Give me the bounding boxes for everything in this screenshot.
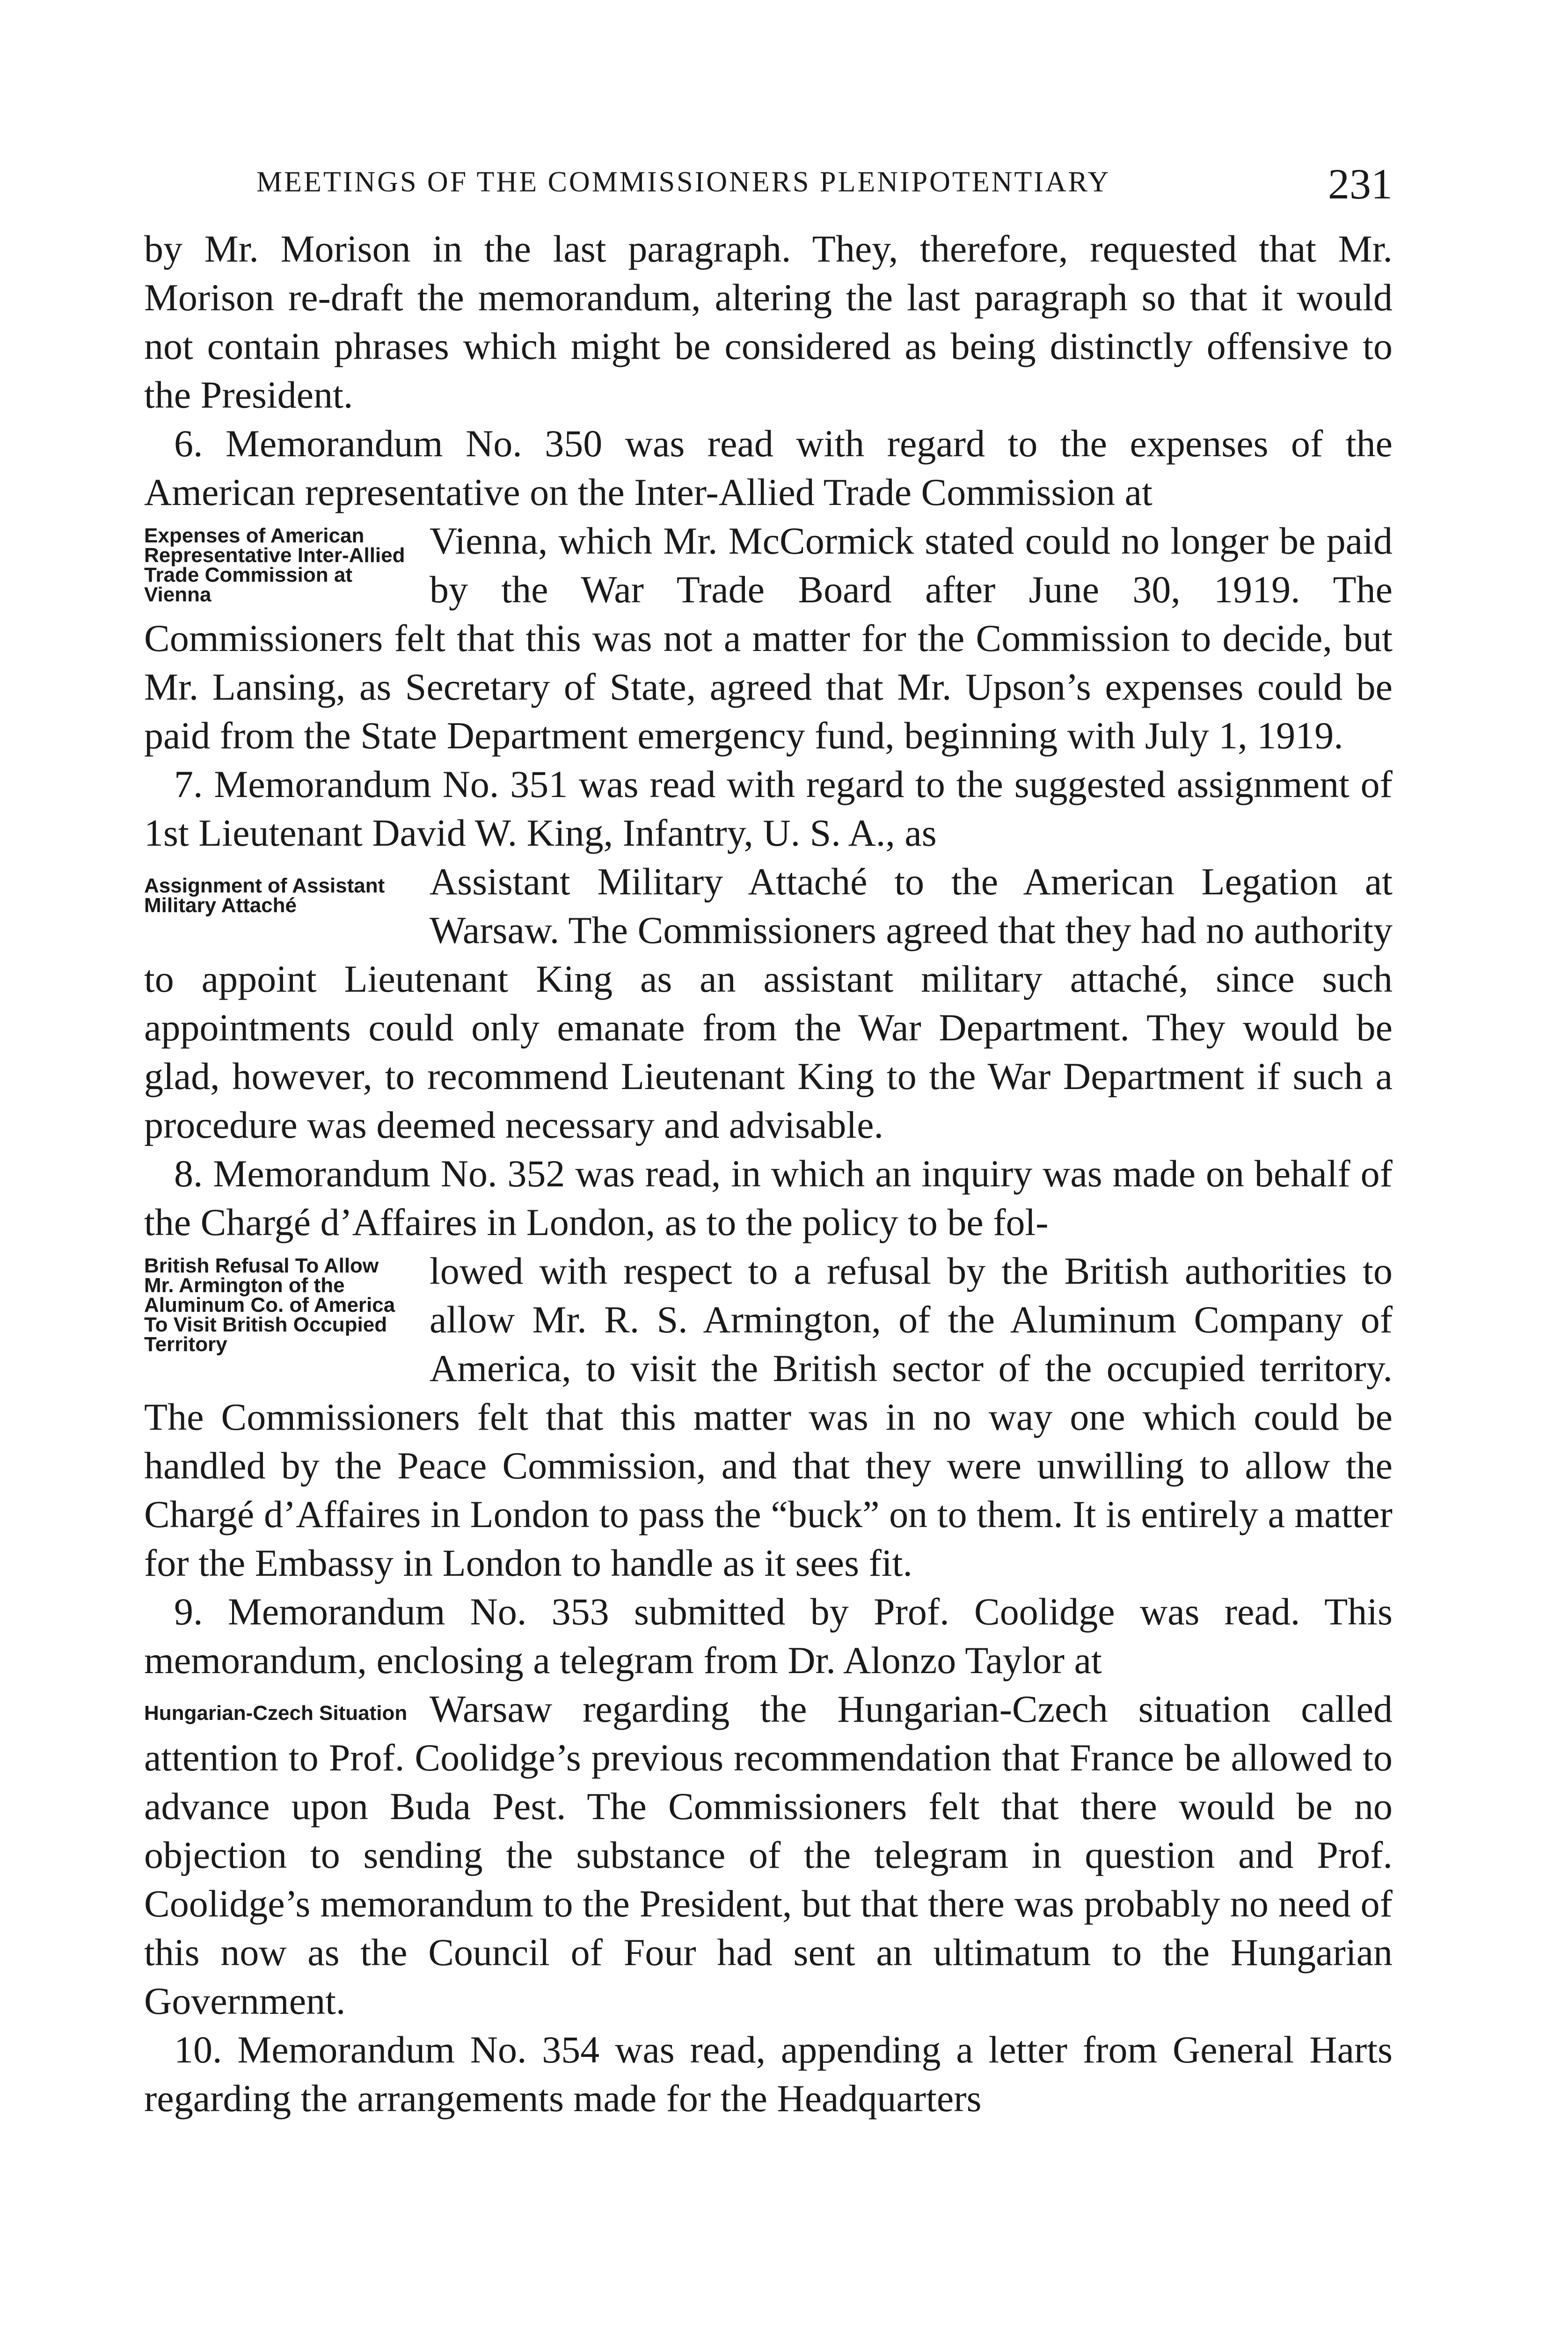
paragraph-9-block [144, 1685, 1393, 2026]
sidenote-hungarian-czech: Hungarian-Czech Situation [144, 1702, 408, 1725]
paragraph-6-block [144, 517, 1393, 760]
paragraph-7-lead: 7. Memorandum No. 351 was read with regard to the suggested assignment of 1st Lieutenant David W. King, Infantry, U. S. A., as [144, 763, 1393, 854]
paragraph-7-body: Assistant Military Attaché to the American Legation at Warsaw. The Commissioners agreed that they had no authority to appoint Lieutenant King as an assistant military attaché, since such appointments could only emanate from the War Department. They would be glad, however, to recommend Lieutenant King to the War Department if such a procedure was deemed necessary and advisable. [144, 860, 1393, 1146]
running-title: MEETINGS OF THE COMMISSIONERS PLENIPOTENTIARY [256, 166, 1111, 198]
sidenote-expenses: Expenses of American Representative Inter-Allied Trade Commission at Vienna [144, 524, 405, 606]
paragraph-8-block [144, 1247, 1393, 1587]
paragraph-7-block [144, 857, 1393, 1149]
document-page [144, 159, 1393, 2123]
paragraph-9-lead: 9. Memorandum No. 353 submitted by Prof. Coolidge was read. This memorandum, enclosing a telegram from Dr. Alonzo Taylor at [144, 1590, 1393, 1682]
paragraph-6-lead: 6. Memorandum No. 350 was read with regard to the expenses of the American representative on the Inter-Allied Trade Commission at [144, 422, 1393, 513]
paragraph-10: 10. Memorandum No. 354 was read, appending a letter from General Harts regarding the arrangements made for the Headquarters [144, 2028, 1393, 2120]
paragraph-8-lead: 8. Memorandum No. 352 was read, in which an inquiry was made on behalf of the Chargé d’Affaires in London, as to the policy to be fol- [144, 1152, 1393, 1243]
paragraph-6-body: Vienna, which Mr. McCormick stated could no longer be paid by the War Trade Board after June 30, 1919. The Commissioners felt that this was not a matter for the Commission to decide, but Mr. Lansing, as Secretary of State, agreed that Mr. Upson’s expenses could be paid from the State Department emergency fund, beginning with July 1, 1919. [144, 519, 1393, 757]
paragraph-9-body: Warsaw regarding the Hungarian-Czech situation called attention to Prof. Coolidge’s previous recommendation that France be allowed to advance upon Buda Pest. The Commissioners felt that there would be no objection to sending the substance of the telegram in question and Prof. Coolidge’s memorandum to the President, but that there was probably no need of this now as the Council of Four had sent an ultimatum to the Hungarian Government. [144, 1688, 1393, 2022]
page-number: 231 [1328, 160, 1393, 208]
sidenote-british-refusal: British Refusal To Allow Mr. Armington of the Aluminum Co. of America To Visit British Occupied Territory [144, 1254, 395, 1356]
running-head [144, 159, 1393, 211]
paragraph-continuation: by Mr. Morison in the last paragraph. They, therefore, requested that Mr. Morison re-draft the memorandum, altering the last paragraph so that it would not contain phrases which might be considered as being distinctly offensive to the President. [144, 227, 1393, 416]
sidenote-assignment: Assignment of Assistant Military Attaché [144, 874, 385, 917]
paragraph-8-body: lowed with respect to a refusal by the British authorities to allow Mr. R. S. Armington, of the Aluminum Company of America, to visit the British sector of the occupied territory. The Commissioners felt that this matter was in no way one which could be handled by the Peace Commission, and that they were unwilling to allow the Chargé d’Affaires in London to pass the “buck” on to them. It is entirely a matter for the Embassy in London to handle as it sees fit. [144, 1250, 1393, 1584]
body-text [144, 225, 1393, 2123]
